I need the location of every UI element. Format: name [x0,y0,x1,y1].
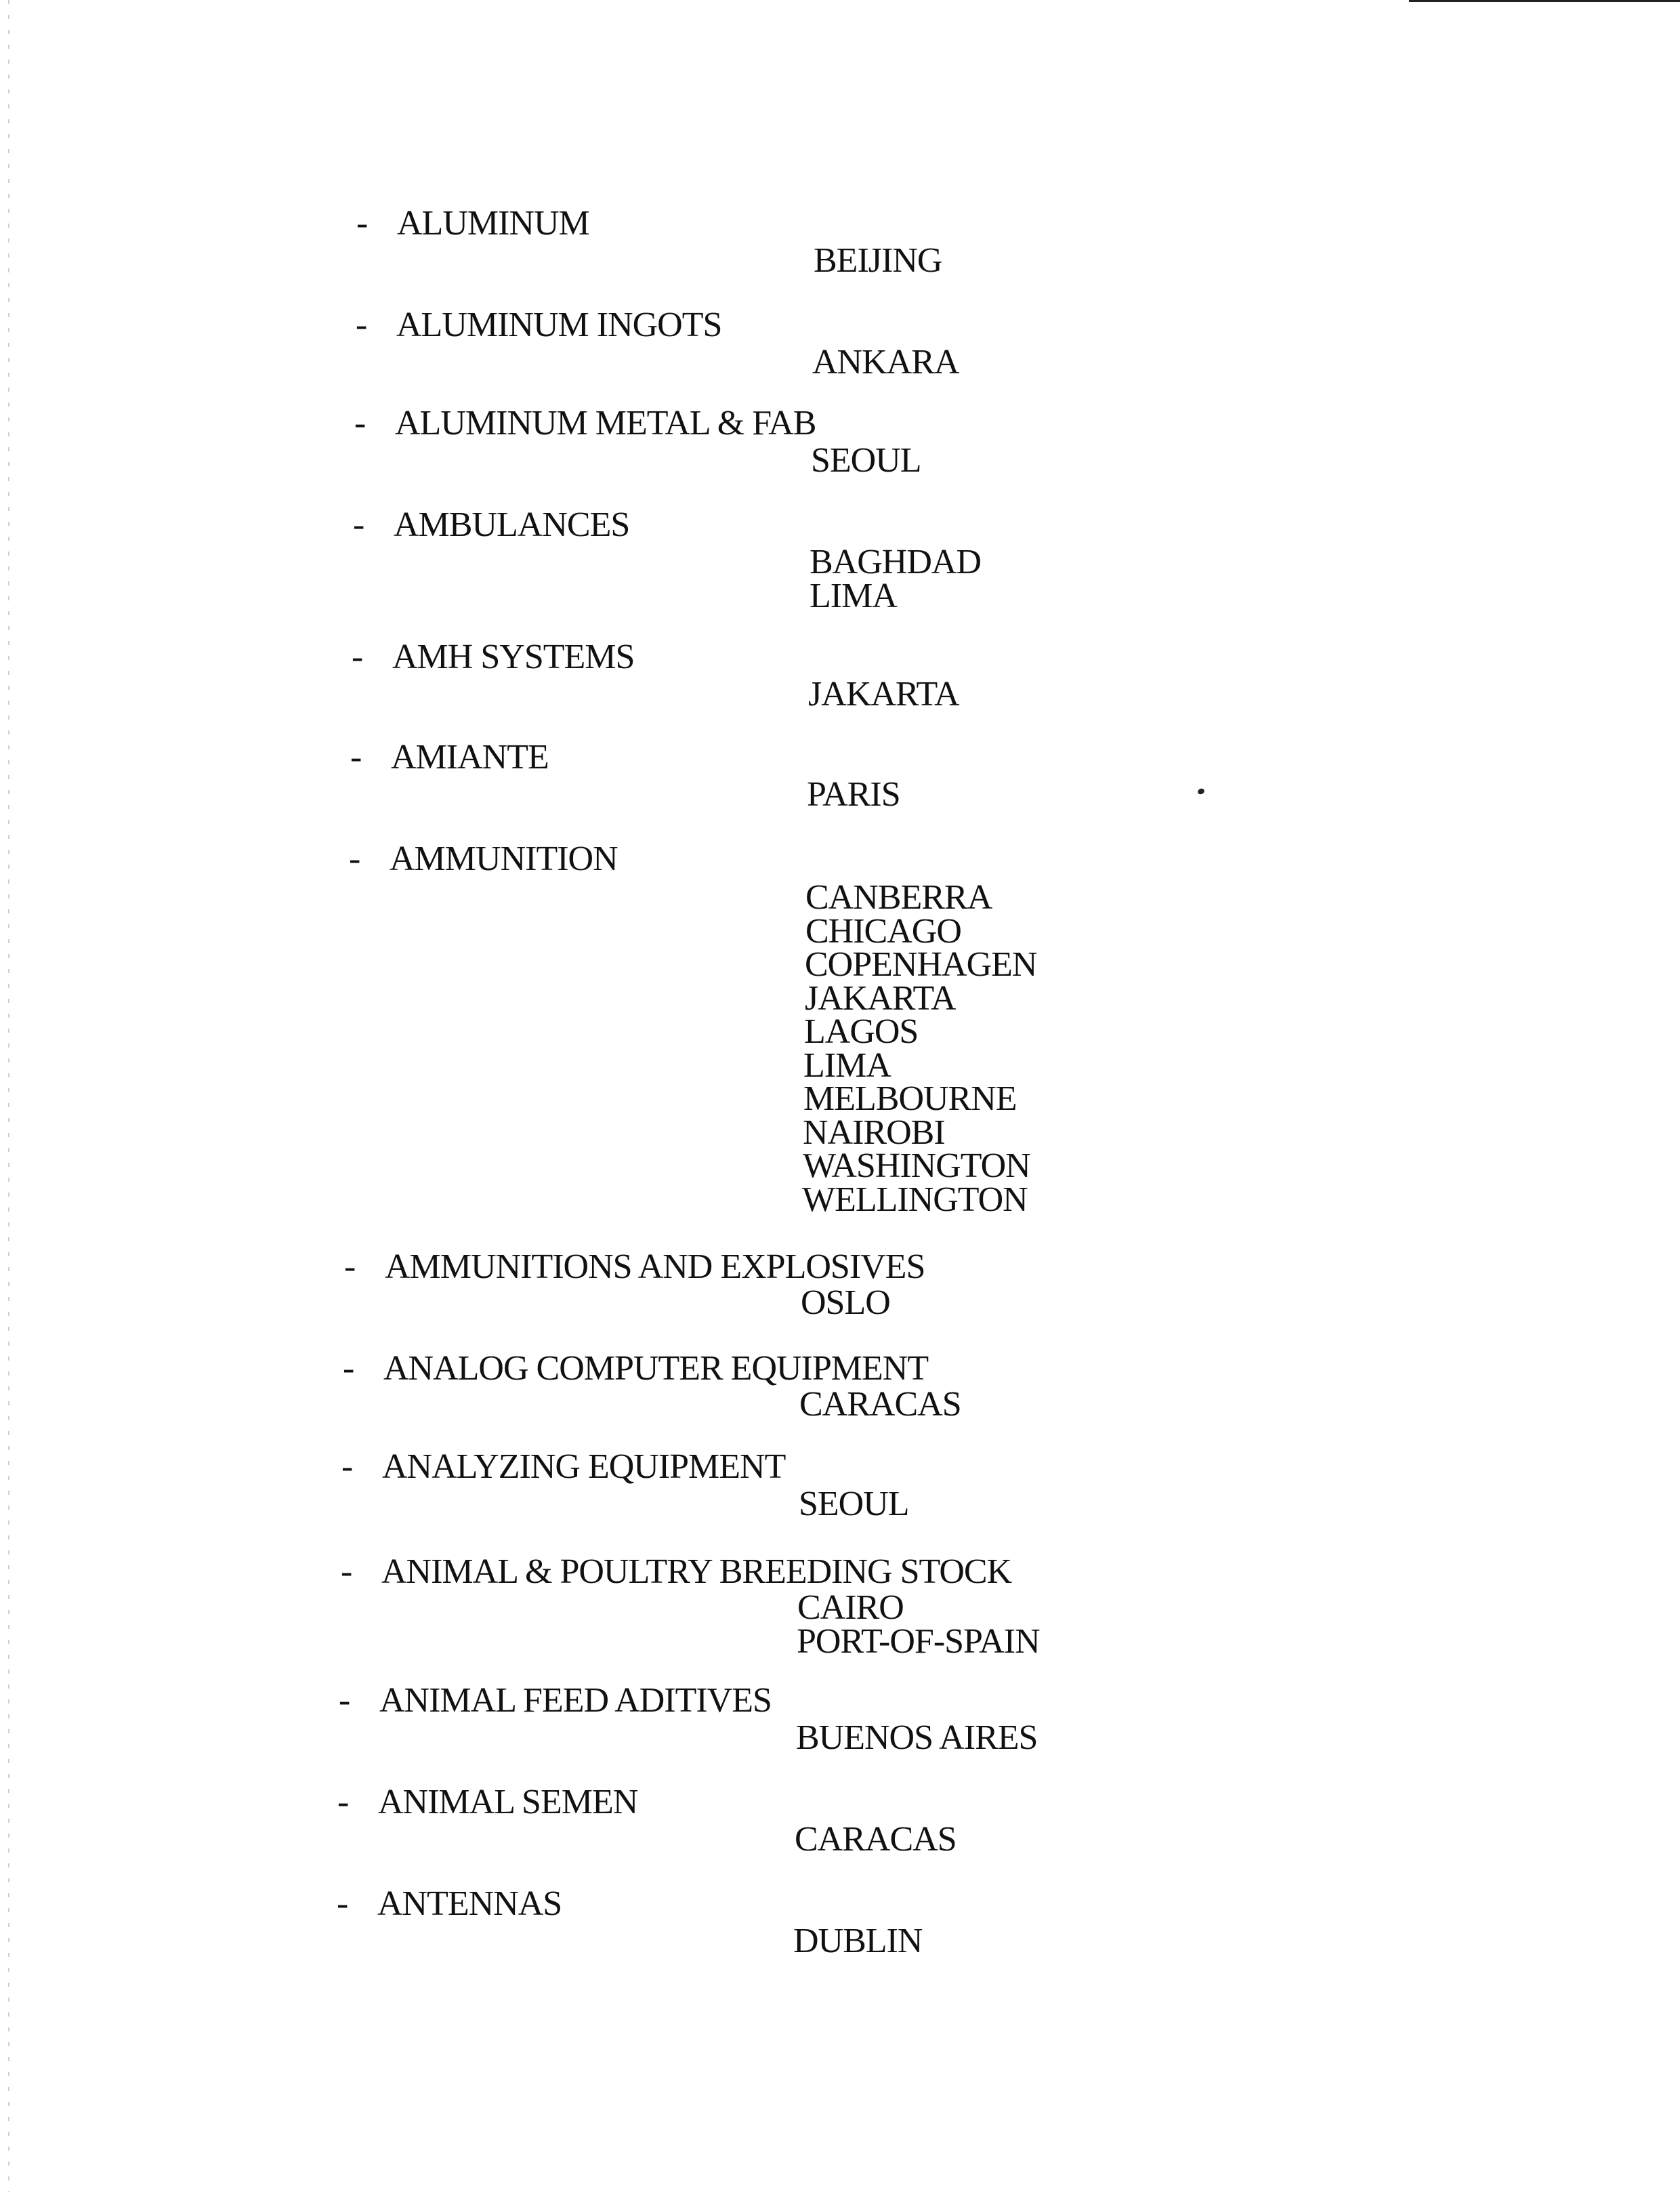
entry-term [341,1552,1011,1592]
entry-term [337,1782,637,1823]
entry-city: CARACAS [795,1820,957,1859]
entry-term-label: ANIMAL SEMEN [378,1783,638,1821]
entry-city: CANBERRA [805,878,992,917]
entry-dash: - [354,404,366,442]
entry-city: OSLO [801,1283,890,1322]
entry-term-label: AMMUNITIONS AND EXPLOSIVES [385,1247,925,1286]
entry-dash: - [349,840,360,878]
entry-dash: - [350,738,362,777]
entry-term [337,1884,562,1924]
entry-term-label: ALUMINUM INGOTS [396,306,722,344]
entry-term-label: AMBULANCES [394,505,630,544]
entry-term [341,1447,785,1487]
entry-dash: - [343,1349,354,1388]
entry-city: CAIRO [797,1588,904,1627]
entry-city: DUBLIN [793,1922,923,1960]
entry-dash: - [337,1884,348,1923]
entry-city: MELBOURNE [803,1079,1017,1118]
entry-term [343,1348,928,1389]
entry-city: LAGOS [804,1012,919,1051]
entry-dash: - [344,1247,356,1286]
entry-dash: - [352,638,363,676]
entry-city: WASHINGTON [803,1146,1030,1185]
entry-dash: - [356,306,367,344]
entry-dash: - [356,204,368,243]
entry-term-label: AMMUNITION [390,840,618,878]
entry-city: ANKARA [812,343,959,381]
entry-term-label: ANALOG COMPUTER EQUIPMENT [383,1349,929,1388]
entry-city: LIMA [810,577,897,615]
entry-city: COPENHAGEN [805,945,1037,984]
entry-dash: - [339,1681,350,1720]
entry-dash: - [341,1552,352,1591]
entry-term [339,1680,772,1721]
entry-city: PARIS [807,775,900,814]
entry-city: BEIJING [814,241,942,280]
entry-city: CARACAS [799,1385,961,1424]
entry-city: PORT-OF-SPAIN [797,1622,1040,1661]
entry-term [356,305,721,346]
entry-term [349,839,618,880]
entry-term-label: ALUMINUM METAL & FAB [395,404,816,442]
entry-term-label: ANTENNAS [377,1884,562,1923]
entry-dash: - [353,505,364,544]
entry-term-label: AMIANTE [391,738,549,777]
entry-city: LIMA [803,1046,891,1085]
entry-city: CHICAGO [805,912,961,951]
entry-term [356,203,589,244]
entry-city: NAIROBI [803,1113,945,1152]
entry-term [353,505,629,545]
entry-city: JAKARTA [808,675,959,714]
entry-term [344,1247,925,1287]
entry-dash: - [341,1447,353,1486]
entry-dash: - [337,1783,349,1821]
entry-city: BUENOS AIRES [796,1718,1038,1757]
entry-term-label: ANALYZING EQUIPMENT [382,1447,786,1486]
entry-city: BAGHDAD [810,543,981,581]
entry-term [352,637,634,678]
entry-term-label: ANIMAL & POULTRY BREEDING STOCK [381,1552,1012,1591]
entry-term-label: ALUMINUM [397,204,589,243]
entry-city: SEOUL [799,1485,909,1523]
entry-city: SEOUL [811,441,921,480]
entry-term-label: AMH SYSTEMS [392,638,635,676]
entry-term [350,737,549,778]
entry-city: JAKARTA [805,979,956,1018]
entry-term [354,403,816,444]
entry-term-label: ANIMAL FEED ADITIVES [379,1681,772,1720]
entry-city: WELLINGTON [802,1180,1028,1219]
